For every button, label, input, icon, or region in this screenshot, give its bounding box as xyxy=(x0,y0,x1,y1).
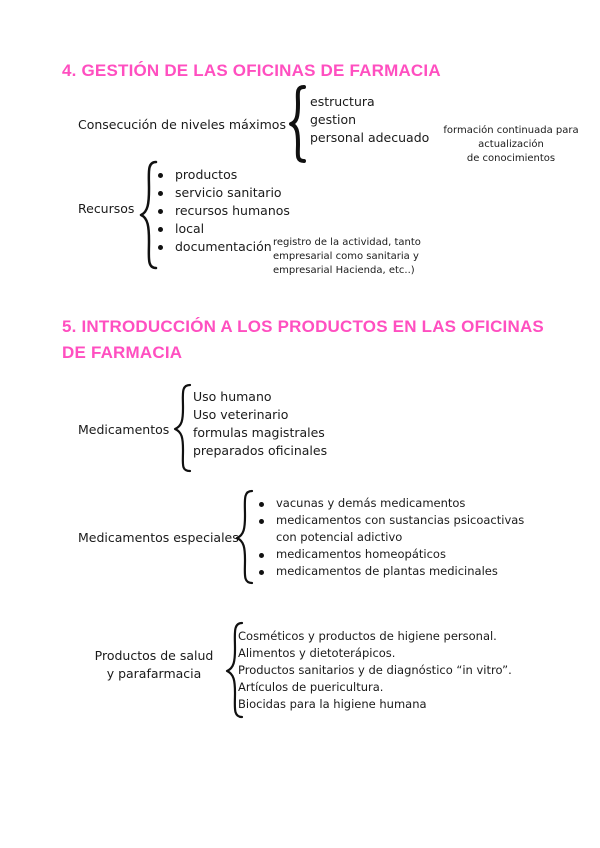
list-item: vacunas y demás medicamentos xyxy=(256,495,524,512)
especiales-label: Medicamentos especiales xyxy=(78,530,239,545)
brace-especiales xyxy=(234,488,256,586)
list-item: personal adecuado xyxy=(310,130,430,145)
note-line: registro de la actividad, tanto xyxy=(273,237,421,248)
section-5-title xyxy=(62,314,544,366)
salud-list xyxy=(238,628,512,713)
brace-consecucion xyxy=(288,84,308,164)
section-4-title: 4. GESTIÓN DE LAS OFICINAS DE FARMACIA xyxy=(62,61,441,80)
list-item-continuation: con potencial adictivo xyxy=(276,530,403,544)
list-item: medicamentos de plantas medicinales xyxy=(256,563,524,580)
recursos-label: Recursos xyxy=(78,201,135,216)
list-item: documentación xyxy=(155,238,290,256)
list-item: formulas magistrales xyxy=(193,425,325,440)
list-item: medicamentos homeopáticos xyxy=(256,546,524,563)
list-item: recursos humanos xyxy=(155,202,290,220)
especiales-list xyxy=(256,495,524,580)
section-5-title-line-2: DE FARMACIA xyxy=(62,343,183,362)
medicamentos-list xyxy=(193,388,327,460)
list-item: gestion xyxy=(310,112,357,127)
section-5-title-line-1: 5. INTRODUCCIÓN A LOS PRODUCTOS EN LAS OFICINAS xyxy=(62,317,544,336)
salud-label-line-2: y parafarmacia xyxy=(106,666,202,681)
consecucion-label: Consecución de niveles máximos xyxy=(78,117,286,132)
list-item: Cosméticos y productos de higiene personal. xyxy=(238,629,497,643)
salud-label-line-1: Productos de salud xyxy=(94,648,214,663)
list-item: Uso humano xyxy=(193,389,272,404)
brace-medicamentos xyxy=(172,382,194,474)
consecucion-list xyxy=(310,93,429,147)
list-item: servicio sanitario xyxy=(155,184,290,202)
note-line: empresarial como sanitaria y xyxy=(273,251,419,262)
note-line: formación continuada para xyxy=(443,125,579,136)
note-line: de conocimientos xyxy=(466,153,556,164)
list-item: productos xyxy=(155,166,290,184)
salud-label xyxy=(88,647,220,683)
list-item: Artículos de puericultura. xyxy=(238,680,384,694)
medicamentos-label: Medicamentos xyxy=(78,422,170,437)
list-item: medicamentos con sustancias psicoactivas xyxy=(256,512,524,529)
list-item: Alimentos y dietoterápicos. xyxy=(238,646,396,660)
list-item: Productos sanitarios y de diagnóstico “in vitro”. xyxy=(238,663,512,677)
list-item: Biocidas para la higiene humana xyxy=(238,697,427,711)
note-line: empresarial Hacienda, etc..) xyxy=(273,265,415,276)
list-item: Uso veterinario xyxy=(193,407,289,422)
recursos-note xyxy=(273,236,421,278)
consecucion-note xyxy=(440,124,582,166)
list-item: estructura xyxy=(310,94,375,109)
list-item: preparados oficinales xyxy=(193,443,328,458)
recursos-list xyxy=(155,166,290,256)
list-item: local xyxy=(155,220,290,238)
note-line: actualización xyxy=(478,139,544,150)
